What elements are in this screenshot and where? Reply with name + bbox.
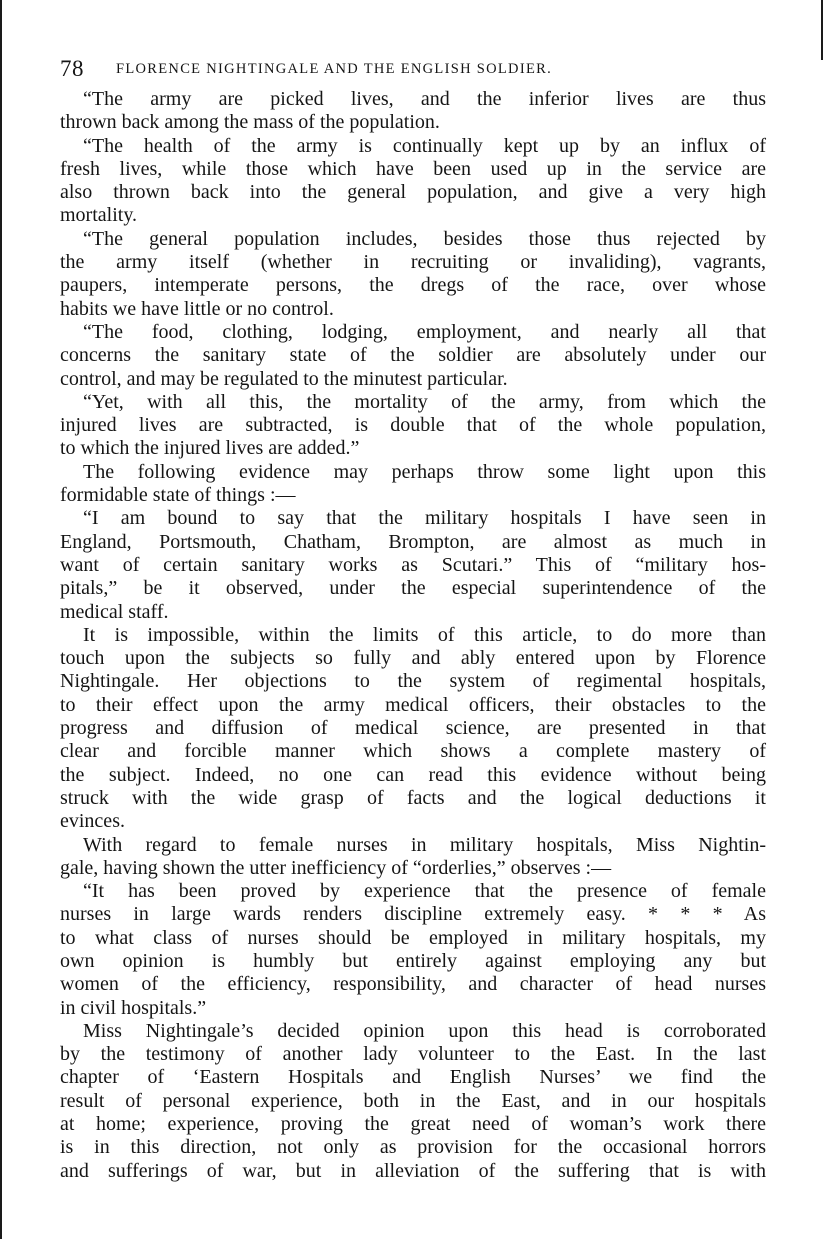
text-line: “The army are picked lives, and the inferior lives are thus (83, 88, 766, 110)
text-line: at home; experience, proving the great need of woman’s work there (60, 1113, 766, 1136)
text-line: “I am bound to say that the military hospitals I have seen in (83, 507, 766, 530)
text-line: struck with the wide grasp of facts and the logical deductions it (60, 786, 766, 809)
text-line: paupers, intemperate persons, the dregs of the race, over whose (60, 274, 766, 297)
running-head: FLORENCE NIGHTINGALE AND THE ENGLISH SOLDIER. (116, 61, 553, 77)
text-line: England, Portsmouth, Chatham, Brompton, are almost as much in (60, 530, 766, 553)
text-line: pitals,” be it observed, under the especial superintendence of the (60, 577, 766, 600)
text-line: medical staff. (60, 600, 169, 623)
text-line: habits we have little or no control. (60, 297, 334, 320)
text-line: result of personal experience, both in the East, and in our hospitals (60, 1089, 766, 1112)
text-line: women of the efficiency, responsibility, and character of head nurses (60, 973, 766, 996)
text-line: injured lives are subtracted, is double that of the whole population, (60, 414, 766, 437)
text-line: also thrown back into the general population, and give a very high (60, 181, 766, 204)
text-line: nurses in large wards renders discipline extremely easy. * * * As (60, 903, 766, 926)
text-line: Nightingale. Her objections to the system of regimental hospitals, (60, 670, 766, 693)
text-line: formidable state of things :— (60, 484, 296, 507)
text-line: in civil hospitals.” (60, 996, 207, 1019)
text-line: “Yet, with all this, the mortality of the army, from which the (83, 390, 766, 413)
text-line: by the testimony of another lady volunteer to the East. In the last (60, 1043, 766, 1066)
text-line: “The health of the army is continually kept up by an influx of (83, 134, 766, 157)
text-line: control, and may be regulated to the minutest particular. (60, 367, 508, 390)
text-line: want of certain sanitary works as Scutari.” This of “military hos- (60, 553, 766, 576)
body-text (60, 88, 766, 1183)
text-line: The following evidence may perhaps throw some light upon this (83, 460, 766, 483)
text-line: evinces. (60, 810, 125, 833)
text-line: With regard to female nurses in military hospitals, Miss Nightin- (83, 833, 766, 856)
left-edge-rule (0, 0, 2, 1239)
text-line: “The general population includes, besides those thus rejected by (83, 227, 766, 250)
text-line: and sufferings of war, but in alleviation of the suffering that is with (60, 1159, 766, 1182)
text-line: clear and forcible manner which shows a complete mastery of (60, 740, 766, 763)
text-line: Miss Nightingale’s decided opinion upon this head is corroborated (83, 1019, 766, 1042)
text-line: to which the injured lives are added.” (60, 437, 360, 460)
text-line: gale, having shown the utter inefficiency of “orderlies,” observes :— (60, 856, 612, 879)
text-line: to their effect upon the army medical officers, their obstacles to the (60, 693, 766, 716)
text-line: the army itself (whether in recruiting or invaliding), vagrants, (60, 251, 766, 274)
text-line: “It has been proved by experience that the presence of female (83, 880, 766, 903)
text-line: “The food, clothing, lodging, employment, and nearly all that (83, 320, 766, 343)
text-line: thrown back among the mass of the population. (60, 111, 440, 134)
text-line: own opinion is humbly but entirely against employing any but (60, 949, 766, 972)
text-line: progress and diffusion of medical science, are presented in that (60, 717, 766, 740)
text-line: chapter of ‘Eastern Hospitals and English Nurses’ we find the (60, 1066, 766, 1089)
text-line: the subject. Indeed, no one can read this evidence without being (60, 763, 766, 786)
text-line: mortality. (60, 204, 138, 227)
page-number: 78 (60, 56, 84, 81)
text-line: fresh lives, while those which have been used up in the service are (60, 157, 766, 180)
text-line: concerns the sanitary state of the soldier are absolutely under our (60, 344, 766, 367)
text-line: touch upon the subjects so fully and ably entered upon by Florence (60, 647, 766, 670)
page-header (60, 56, 770, 80)
text-line: It is impossible, within the limits of this article, to do more than (83, 623, 766, 646)
text-line: to what class of nurses should be employed in military hospitals, my (60, 926, 766, 949)
text-line: is in this direction, not only as provision for the occasional horrors (60, 1136, 766, 1159)
